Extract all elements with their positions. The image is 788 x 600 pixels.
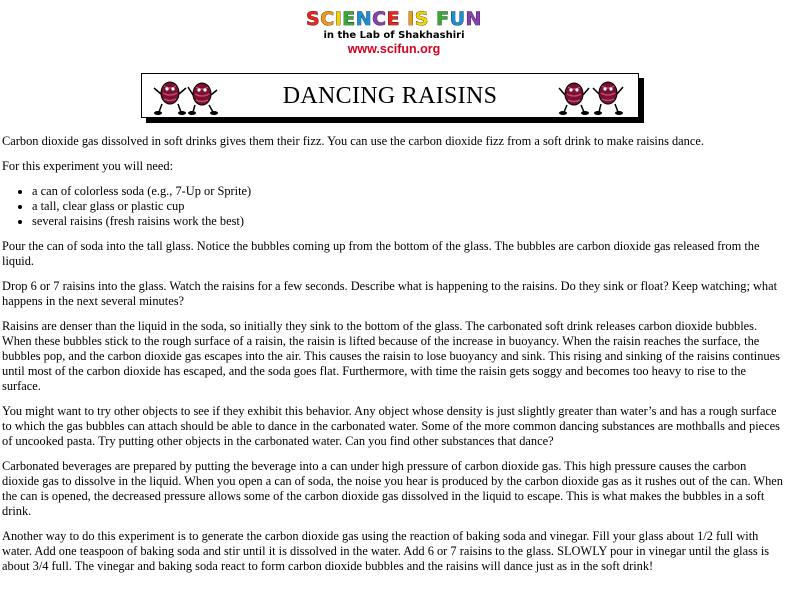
logo-title-word: SCIENCE bbox=[306, 8, 401, 30]
logo-url[interactable]: www.scifun.org bbox=[347, 42, 441, 56]
materials-list bbox=[2, 184, 784, 229]
site-logo[interactable] bbox=[0, 8, 788, 57]
step-two-paragraph: Drop 6 or 7 raisins into the glass. Watch the raisins for a few seconds. Describe what is happening to the raisins. Do they sink or float? Keep watching; what happens in the next several minutes? bbox=[2, 279, 778, 308]
intro-paragraph: Carbon dioxide gas dissolved in soft drinks gives them their fizz. You can use the carbon dioxide fizz from a soft drink to make raisins dance. bbox=[2, 134, 704, 148]
logo-title-word: IS bbox=[407, 8, 429, 30]
alternative-method-paragraph: Another way to do this experiment is to generate the carbon dioxide gas using the reaction of baking soda and vinegar. Fill your glass about 1/2 full with water. Add one teaspoon of baking soda and stir until it is dissolved in the water. Add 6 or 7 raisins to the glass. SLOWLY pour in vinegar until the glass is about 3/4 full. The vinegar and baking soda react to form carbon dioxide bubbles and the raisins will dance just as in the soft drink! bbox=[2, 529, 770, 573]
list-item: • several raisins (fresh raisins work the best) bbox=[32, 214, 784, 229]
list-item: • a can of colorless soda (e.g., 7-Up or Sprite) bbox=[32, 184, 784, 199]
logo-title bbox=[0, 8, 788, 30]
materials-heading: For this experiment you will need: bbox=[2, 159, 174, 173]
article-body bbox=[2, 134, 784, 584]
list-item: • a tall, clear glass or plastic cup bbox=[32, 199, 784, 214]
carbonation-paragraph: Carbonated beverages are prepared by putting the beverage into a can under high pressure of carbon dioxide gas. This high pressure causes the carbon dioxide gas to dissolve in the liquid. When you open a can of soda, the noise you hear is produced by the carbon dioxide gas as it rushes out of the can. When the can is opened, the decreased pressure allows some of the carbon dioxide gas dissolved in the liquid to escape. This is what makes the bubbles in a soft drink. bbox=[2, 459, 784, 518]
page-title: DANCING RAISINS bbox=[282, 83, 498, 109]
title-banner bbox=[141, 73, 639, 118]
explanation-paragraph: Raisins are denser than the liquid in the soda, so initially they sink to the bottom of the glass. The carbonated soft drink releases carbon dioxide bubbles. When these bubbles stick to the rough surface of a raisin, the raisin is lifted because of the increase in buoyancy. When the raisin reaches the surface, the bubbles pop, and the carbon dioxide gas escapes into the air. This causes the raisin to lose buoyancy and sink. This rising and sinking of the raisins continues until most of the carbon dioxide has escaped, and the soda goes flat. Furthermore, with time the raisin gets soggy and becomes too heavy to rise to the surface. bbox=[2, 319, 780, 393]
dancing-raisin-icon bbox=[556, 76, 628, 116]
step-one-paragraph: Pour the can of soda into the tall glass. Notice the bubbles coming up from the bottom of the glass. The bubbles are carbon dioxide gas released from the liquid. bbox=[2, 239, 760, 268]
other-objects-paragraph: You might want to try other objects to see if they exhibit this behavior. Any object whose density is just slightly greater than water’s and has a rough surface to which the gas bubbles can attach should be able to dance in the carbonated water. Some of the more common dancing substances are mothballs and pieces of uncooked pasta. Try putting other objects in the carbonated water. Can you find other substances that dance? bbox=[2, 404, 780, 448]
logo-title-word: FUN bbox=[436, 8, 482, 30]
logo-subtitle: in the Lab of Shakhashiri bbox=[323, 30, 465, 41]
